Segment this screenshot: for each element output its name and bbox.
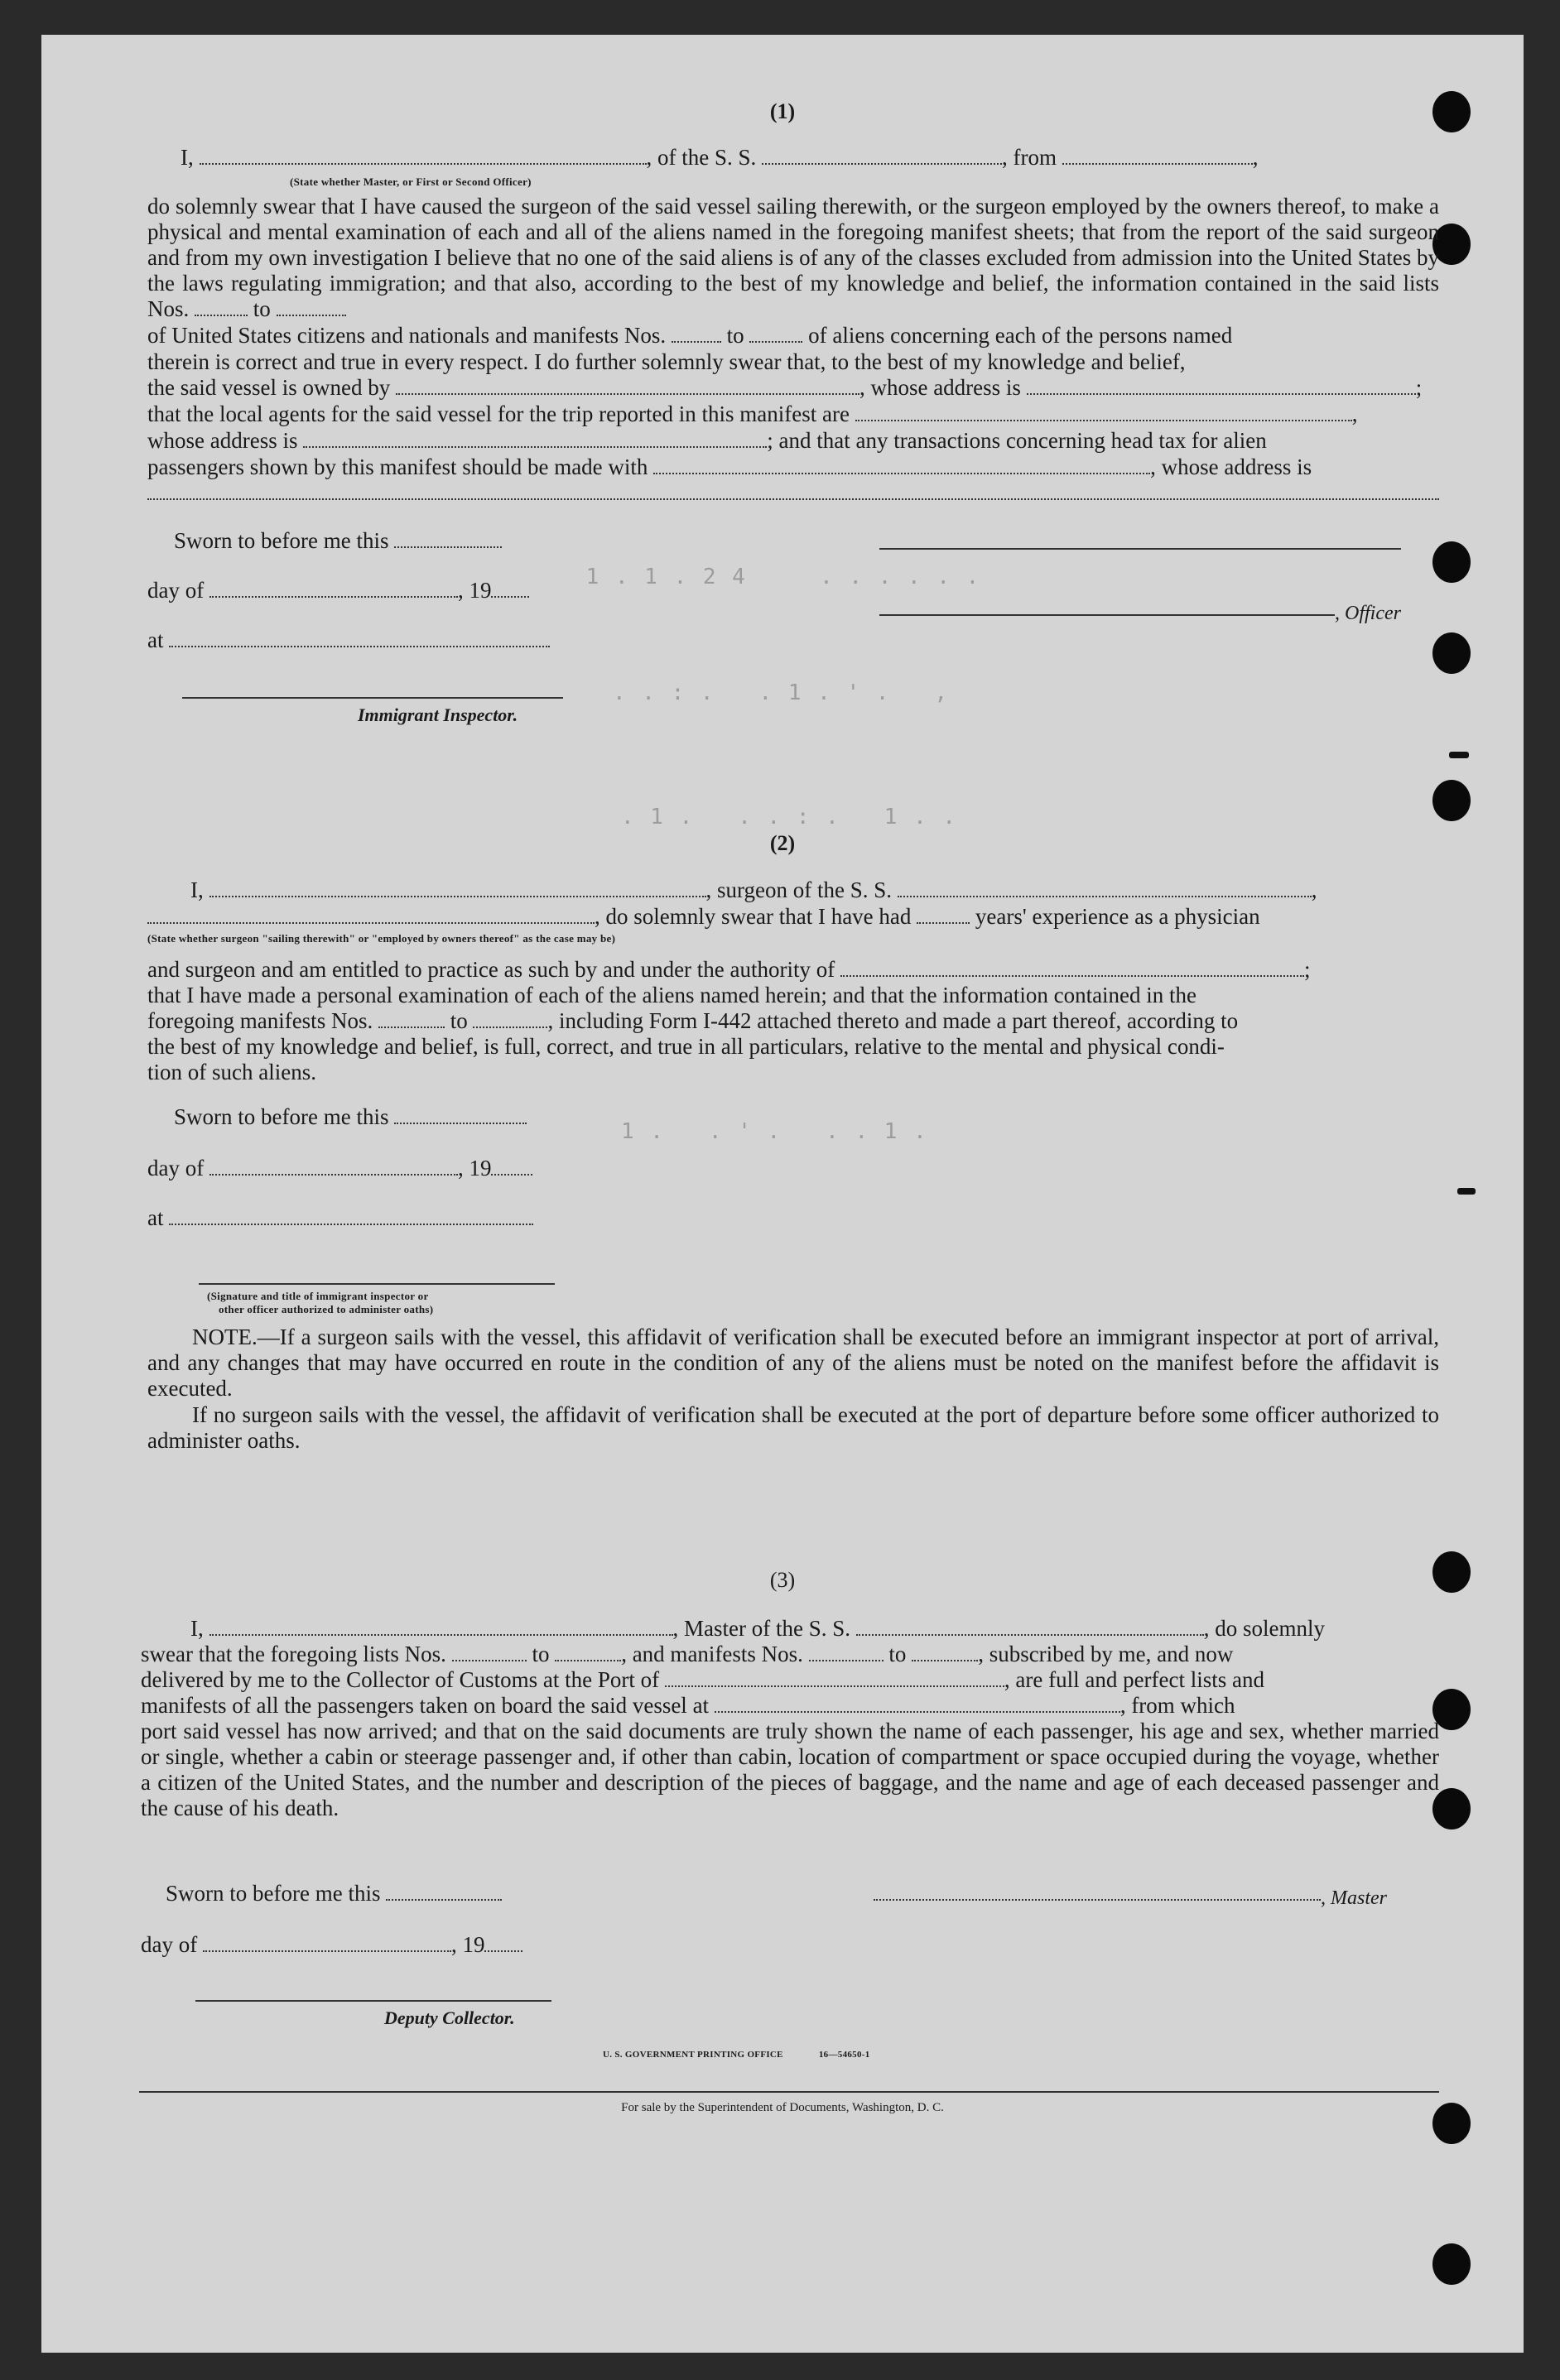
officer-signature-line bbox=[879, 548, 1401, 550]
document-page bbox=[41, 35, 1524, 2353]
i-label: I, bbox=[181, 145, 194, 170]
inspector-signature-line bbox=[199, 1283, 555, 1285]
day-of-row: day of , 19 bbox=[141, 1932, 522, 1958]
deputy-signature-line bbox=[195, 2000, 551, 2002]
note-paragraph: NOTE.—If a surgeon sails with the vessel, this affidavit of verification shall be executed before an immigrant inspector at port of arrival, and any changes that may have occurred en route in the condition of any of the aliens must be noted on the manifest before the affidavit is executed. bbox=[147, 1325, 1439, 1401]
section-2-line-6: the best of my knowledge and belief, is full, correct, and true in all particulars, relative to the mental and physical condi- bbox=[147, 1034, 1225, 1059]
section-3-first-line: I, , Master of the S. S. , do solemnly bbox=[190, 1616, 1325, 1641]
bleed-through-text: 1 . . ' . . . 1 . bbox=[621, 1119, 928, 1144]
officer-label: , Officer bbox=[1335, 603, 1401, 624]
owner-field[interactable] bbox=[396, 375, 859, 395]
vessel-name-field[interactable] bbox=[762, 145, 1002, 165]
lists-to-field[interactable] bbox=[555, 1642, 621, 1661]
at-row: at bbox=[147, 1205, 533, 1231]
section-1-oath-paragraph: do solemnly swear that I have caused the surgeon of the said vessel sailing therewith, or the surgeon employed by the owners thereof, to make a physical and mental examination of each and all of the aliens named in the foregoing manifest sheets; that from the report of the said surgeon and from my own investigation I believe that no one of the said aliens is of any of the classes excluded from admission into the United States by the laws regulating immigration; and that also, according to the best of my knowledge and belief, the information contained in the said lists Nos. to bbox=[147, 194, 1439, 321]
section-1-number: (1) bbox=[769, 99, 796, 123]
section-3-line-4: manifests of all the passengers taken on board the said vessel at , from which bbox=[141, 1693, 1235, 1718]
punch-hole bbox=[1432, 780, 1471, 821]
head-tax-party-field[interactable] bbox=[653, 454, 1150, 474]
sworn-day-field[interactable] bbox=[386, 1881, 502, 1901]
bleed-through-text: ​ 1 . 1 . 2 4 . . . . . . bbox=[571, 565, 981, 589]
punch-hole bbox=[1432, 632, 1471, 674]
year-field[interactable] bbox=[484, 1932, 522, 1952]
section-2-line-7: tion of such aliens. bbox=[147, 1060, 316, 1084]
sworn-label: Sworn to before me this bbox=[174, 1104, 527, 1130]
manifests-to-field[interactable] bbox=[912, 1642, 978, 1661]
day-of-field[interactable] bbox=[203, 1932, 451, 1952]
section-2-line-3: and surgeon and am entitled to practice as such by and under the authority of ; bbox=[147, 957, 1311, 982]
surgeon-name-field[interactable] bbox=[209, 877, 706, 897]
manifests-from-field[interactable] bbox=[672, 323, 721, 343]
immigrant-inspector-label: Immigrant Inspector. bbox=[358, 704, 518, 725]
sworn-day-field[interactable] bbox=[394, 528, 502, 548]
sworn-label: Sworn to before me this bbox=[174, 528, 502, 554]
section-1-line-6: of United States citizens and nationals and manifests Nos. to of aliens concerning each of the persons named bbox=[147, 323, 1233, 348]
section-1-line-7: therein is correct and true in every respect. I do further solemnly swear that, to the best of my knowledge and belief, bbox=[147, 349, 1186, 374]
deputy-collector-label: Deputy Collector. bbox=[384, 2007, 515, 2028]
from-label: , from bbox=[1002, 145, 1057, 170]
sworn-label: Sworn to before me this bbox=[166, 1881, 502, 1906]
section-3-line-2: swear that the foregoing lists Nos. to , and manifests Nos. to , subscribed by me, and now bbox=[141, 1642, 1234, 1666]
officer-title-line bbox=[879, 614, 1335, 616]
punch-hole bbox=[1432, 541, 1471, 583]
manifests-to-field[interactable] bbox=[473, 1008, 547, 1028]
at-place-field[interactable] bbox=[169, 1205, 533, 1225]
lists-to-field[interactable] bbox=[277, 296, 346, 316]
state-whether-note: (State whether Master, or First or Second Officer) bbox=[290, 175, 532, 188]
year-field[interactable] bbox=[491, 578, 529, 598]
section-2-line-4: that I have made a personal examination of each of the aliens named herein; and that the information contained in the bbox=[147, 983, 1197, 1007]
port-field[interactable] bbox=[665, 1667, 1004, 1687]
master-label: , Master bbox=[1321, 1887, 1387, 1909]
authority-field[interactable] bbox=[840, 957, 1304, 977]
footer-rule bbox=[139, 2091, 1439, 2093]
section-2-first-line: I, , surgeon of the S. S. , bbox=[190, 877, 1317, 902]
embarkation-port-field[interactable] bbox=[715, 1693, 1120, 1713]
of-ss-label: , of the S. S. bbox=[646, 145, 757, 170]
section-1-line-9: that the local agents for the said vessel for the trip reported in this manifest are , bbox=[147, 401, 1358, 426]
master-signature-line bbox=[874, 1899, 1321, 1901]
officer-name-field[interactable] bbox=[200, 145, 647, 165]
section-2-line-5: foregoing manifests Nos. to , including Form I-442 attached thereto and made a part thereof, according to bbox=[147, 1008, 1239, 1033]
signature-note-line-1: (Signature and title of immigrant inspector or bbox=[207, 1290, 429, 1302]
sworn-day-field[interactable] bbox=[394, 1104, 527, 1124]
signature-note-line-2: other officer authorized to administer oaths) bbox=[219, 1303, 434, 1315]
section-2-second-line: , do solemnly swear that I have had years' experience as a physician bbox=[147, 904, 1260, 930]
lists-from-field[interactable] bbox=[452, 1642, 527, 1661]
section-3-paragraph: port said vessel has now arrived; and that on the said documents are truly shown the name of each passenger, his age and sex, whether married or single, whether a cabin or steerage passenger and, if other than cabin, location of compartment or space occupied during the voyage, whether a citizen of the United States, and the number and description of the pieces of baggage, and the name and age of each deceased passenger and the cause of his death. bbox=[141, 1719, 1439, 1820]
margin-mark bbox=[1457, 1188, 1476, 1195]
year-field[interactable] bbox=[491, 1156, 532, 1176]
inspector-signature-line bbox=[182, 697, 563, 699]
punch-hole bbox=[1432, 2243, 1471, 2285]
master-name-field[interactable] bbox=[209, 1616, 673, 1636]
years-experience-field[interactable] bbox=[917, 904, 970, 924]
surgeon-vessel-field[interactable] bbox=[898, 877, 1312, 897]
departure-port-field[interactable] bbox=[1062, 145, 1253, 165]
manifests-from-field[interactable] bbox=[378, 1008, 445, 1028]
sale-notice: For sale by the Superintendent of Documents, Washington, D. C. bbox=[621, 2101, 944, 2114]
day-of-field[interactable] bbox=[209, 578, 458, 598]
section-1-line-10: whose address is ; and that any transactions concerning head tax for alien bbox=[147, 428, 1267, 453]
agents-address-field[interactable] bbox=[303, 428, 767, 448]
surgeon-status-note: (State whether surgeon "sailing therewith" or "employed by owners thereof" as the case may be) bbox=[147, 932, 616, 945]
bleed-through-text: . . : . . 1 . ' . , bbox=[613, 680, 950, 705]
section-2-number: (2) bbox=[769, 831, 796, 855]
day-of-field[interactable] bbox=[209, 1156, 458, 1176]
section-3-line-3: delivered by me to the Collector of Customs at the Port of , are full and perfect lists and bbox=[141, 1667, 1265, 1692]
manifests-from-field[interactable] bbox=[809, 1642, 884, 1661]
section-1-first-line: I, , of the S. S. , from , bbox=[181, 145, 1259, 170]
day-of-row: day of , 19 bbox=[147, 578, 529, 603]
section-3-number: (3) bbox=[769, 1568, 796, 1592]
section-1-line-11: passengers shown by this manifest should be made with , whose address is bbox=[147, 454, 1312, 479]
owner-address-field[interactable] bbox=[1027, 375, 1416, 395]
day-of-row: day of , 19 bbox=[147, 1156, 532, 1181]
section-1-line-8: the said vessel is owned by , whose address is ; bbox=[147, 375, 1423, 400]
surgeon-status-field[interactable] bbox=[147, 904, 595, 924]
master-vessel-field[interactable] bbox=[856, 1616, 1204, 1636]
address-line bbox=[147, 498, 1439, 500]
bleed-through-text: . 1 . . . : . 1 . . bbox=[621, 805, 958, 829]
manifests-to-field[interactable] bbox=[749, 323, 802, 343]
note-paragraph-2: If no surgeon sails with the vessel, the affidavit of verification shall be executed at the port of departure before some officer authorized to administer oaths. bbox=[147, 1402, 1439, 1453]
gpo-imprint: U. S. GOVERNMENT PRINTING OFFICE 16—54650-1 bbox=[603, 2050, 870, 2060]
margin-mark bbox=[1449, 752, 1469, 758]
local-agents-field[interactable] bbox=[855, 401, 1352, 421]
at-row: at bbox=[147, 627, 550, 653]
lists-from-field[interactable] bbox=[195, 296, 248, 316]
at-place-field[interactable] bbox=[169, 627, 550, 647]
